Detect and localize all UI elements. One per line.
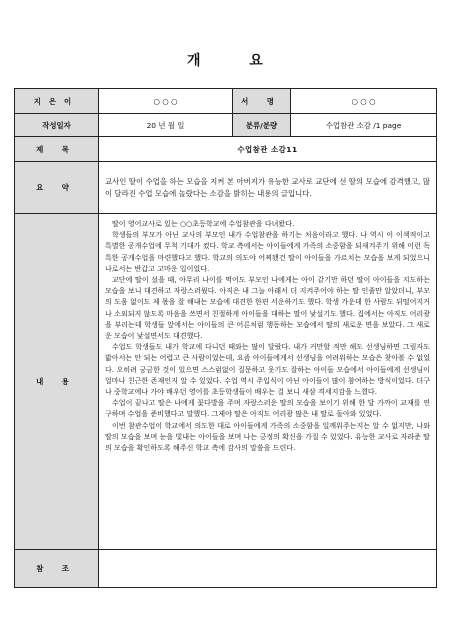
reference-value — [99, 550, 437, 588]
summary-label: 요 약 — [15, 162, 99, 214]
author-label: 지은이 — [15, 89, 99, 114]
content-row — [15, 214, 437, 550]
content-paragraph: 학생들의 부모가 아닌 교사의 부모인 내가 수업참관을 하기는 처음이라고 했다. 나 역시 이 이색적이고 특별한 공개수업에 무척 기대가 컸다. 학교 측에서는 아이들에게 가족의 소중함을 되새겨주기 위해 이런 독특한 공개수업을 마련했다고 했다. 학교의 의도야 어찌됐건 딸이 아이들을 가르치는 모습을 보게 되었으니 나로서는 반갑고 고마운 일이었다. — [105, 230, 430, 273]
content-paragraph: 수업이 끝나고 딸은 나에게 꽃다발을 주며 자랑스러운 딸의 모습을 보이기 위해 한 달 가까이 교재를 연구하며 수업을 준비했다고 말했다. 그제야 딸은 아직도 어리광 많은 내 딸로 돌아와 있었다. — [105, 398, 430, 419]
reference-label: 참 조 — [15, 550, 99, 588]
date-value: 20 년 월 일 — [99, 114, 233, 137]
author-row — [15, 89, 437, 114]
summary-row — [15, 162, 437, 214]
content-label: 내 용 — [15, 214, 99, 550]
title-row — [15, 137, 437, 162]
summary-form-table — [14, 88, 437, 588]
date-row — [15, 114, 437, 137]
content-paragraph: 교단에 딸이 섰을 때, 아무리 나이를 먹어도 부모인 나에게는 아이 같기만 하던 딸이 아이들을 지도하는 모습을 보니 대견하고 자랑스러웠다. 아직은 내 그늘 아래서 더 지켜주어야 하는 딸 인줄만 알았더니, 부모의 도움 없이도 제 몫을 잘 해내는 모습에 대견한 한편 서운하기도 했다. 학생 가운데 한 사람도 뒤떨어지거나 소외되지 않도록 마음을 쓰면서 친절하게 아이들을 대하는 딸이 낯설기도 했다. 집에서는 아직도 어리광을 부리는데 학생들 앞에서는 아이들의 큰 어른처럼 행동하는 모습에서 딸의 새로운 면을 보았다. 그 새로운 모습이 낯설면서도 대견했다. — [105, 275, 430, 341]
content-body — [99, 214, 437, 550]
author-value: ○ ○ ○ — [99, 89, 233, 114]
content-paragraph: 수업도 학생들도 내가 학교에 다니던 때와는 많이 달랐다. 내가 커만할 적만 해도 선생님하면 그림자도 밟아서는 안 되는 어렵고 큰 사람이었는데, 요즘 아이들에게서 선생님을 어려워하는 모습은 찾아볼 수 없었다. 오히려 궁금한 것이 있으면 스스럼없이 질문하고 웃기도 잘하는 아이들 모습에서 아이들에게 선생님이 얼마나 친근한 존재인지 알 수 있었다. 수업 역시 주입식이 아닌 아이들이 많이 참여하는 방식이었다. 더구나 중학교에나 가야 배우던 영어를 초등학생들이 배우는 걸 보니 새삼 격세지감을 느꼈다. — [105, 342, 430, 397]
signature-value: ○ ○ ○ — [291, 89, 437, 114]
title-label: 제 목 — [15, 137, 99, 162]
reference-row — [15, 550, 437, 588]
category-value: 수업참관 소감 /1 page — [291, 114, 437, 137]
document-title: 수업참관 소감11 — [99, 137, 437, 162]
summary-text: 교사인 딸이 수업을 하는 모습을 지켜 본 아버지가 유능한 교사로 교단에 선 딸의 모습에 감격했고, 많이 달라진 수업 모습에 놀랐다는 소감을 밝히는 내용의 글입니다. — [99, 162, 437, 214]
date-label: 작성일자 — [15, 114, 99, 137]
content-paragraph: 딸이 영어교사로 있는 ○○초등학교에 수업참관을 다녀왔다. — [112, 219, 295, 228]
signature-label: 서 명 — [233, 89, 291, 114]
page-heading: 개 요 — [187, 53, 285, 69]
category-label: 분류/분량 — [233, 114, 291, 137]
content-paragraph: 이번 참관수업이 학교에서 의도한 대로 아이들에게 가족의 소중함을 일깨워주는지는 알 수 없지만, 나와 딸의 모습을 보며 눈을 빛내는 아이들을 보며 나는 긍정의 확신을 가질 수 있었다. 유능한 교사로 자라준 딸의 모습을 확인하도록 해주신 학교 측에 감사의 말씀을 드린다. — [105, 420, 430, 453]
